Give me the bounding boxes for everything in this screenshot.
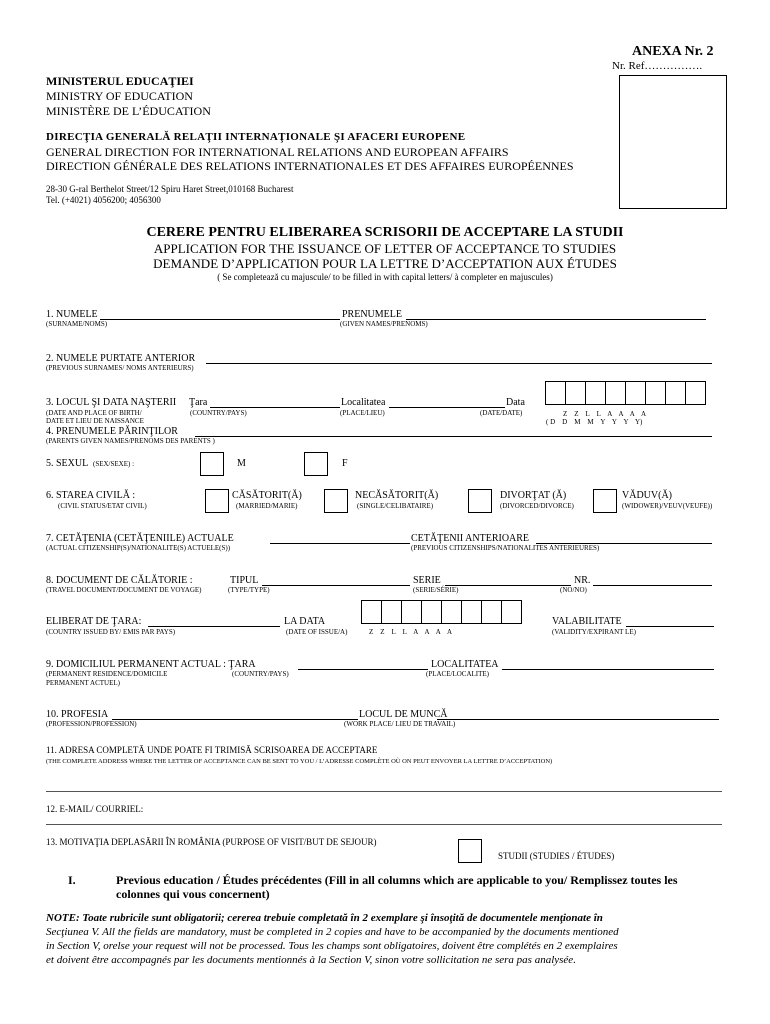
- workplace-field[interactable]: [437, 719, 719, 720]
- citizenship-label: 7. CETĂŢENIA (CETĂŢENIILE) ACTUALE: [46, 533, 234, 544]
- email-field[interactable]: [46, 824, 722, 825]
- issue-date-label: LA DATA: [284, 616, 326, 627]
- surname-sub: (SURNAME/NOMS): [46, 320, 108, 328]
- parents-field[interactable]: [195, 436, 712, 437]
- single-label: NECĂSĂTORIT(Ă): [355, 490, 439, 501]
- note-line1: NOTE: Toate rubricile sunt obligatorii; cererea trebuie completată în 2 exemplare şi însoţită de documentele menţionate în: [46, 912, 603, 924]
- sex-label: 5. SEXUL: [46, 458, 89, 469]
- residence-locality-field[interactable]: [502, 669, 714, 670]
- single-sub: (SINGLE/CELIBATAIRE): [357, 502, 434, 510]
- address-phone: Tel. (+4021) 4056200; 4056300: [46, 195, 161, 205]
- residence-sub-fr: PERMANENT ACTUEL): [46, 679, 120, 687]
- workplace-sub: (WORK PLACE/ LIEU DE TRAVAIL): [344, 720, 456, 728]
- document-type-field[interactable]: [262, 585, 410, 586]
- residence-locality-sub: (PLACE/LOCALITE): [426, 670, 489, 678]
- workplace-label: LOCUL DE MUNCĂ: [359, 709, 448, 720]
- direction-ro: DIRECŢIA GENERALĂ RELAŢII INTERNAŢIONALE ŞI AFACERI EUROPENE: [46, 131, 466, 143]
- single-checkbox[interactable]: [324, 489, 348, 513]
- photo-box[interactable]: [619, 75, 727, 209]
- ministry-en: MINISTRY OF EDUCATION: [46, 89, 193, 103]
- form-title-en: APPLICATION FOR THE ISSUANCE OF LETTER OF ACCEPTANCE TO STUDIES: [153, 241, 617, 256]
- form-title-ro: CERERE PENTRU ELIBERAREA SCRISORII DE ACCEPTARE LA STUDII: [146, 225, 624, 240]
- document-series-label: SERIE: [413, 575, 441, 586]
- sex-sub: (SEX/SEXE) :: [93, 460, 135, 468]
- profession-field[interactable]: [112, 719, 358, 720]
- birth-sub-fr: DATE ET LIEU DE NAISSANCE: [46, 417, 144, 425]
- citizenship-sub: (ACTUAL CITIZENSHIP(S)/NATIONALITE(S) ACTUELE(S)): [46, 544, 231, 552]
- mailing-address-sub: (THE COMPLETE ADDRESS WHERE THE LETTER OF ACCEPTANCE CAN BE SENT TO YOU / L’ADRESSE COMPLÈTE OÙ ON PEUT ENVOYER LA LETTRE D’ACCEPTATION): [46, 758, 553, 765]
- direction-en: GENERAL DIRECTION FOR INTERNATIONAL RELATIONS AND EUROPEAN AFFAIRS: [46, 145, 509, 159]
- document-series-field[interactable]: [445, 585, 571, 586]
- given-names-field[interactable]: [406, 319, 706, 320]
- document-series-sub: (SERIE/SÉRIE): [413, 586, 459, 594]
- birth-country-sub: (COUNTRY/PAYS): [190, 409, 247, 417]
- note-line4: et doivent être accompagnés par les documents mentionnés à la Section V, sinon votre sollicitation ne sera pas analysée.: [46, 954, 576, 966]
- document-number-label: NR.: [574, 575, 591, 586]
- given-names-sub: (GIVEN NAMES/PRENOMS): [340, 320, 428, 328]
- document-number-sub: (NO/NO): [560, 586, 587, 594]
- issue-date-format: Z Z L L A A A A: [369, 628, 453, 636]
- ministry-fr: MINISTÈRE DE L’ÉDUCATION: [46, 104, 211, 118]
- section-title-line1: Previous education / Études précédentes (Fill in all columns which are applicable to you/ Remplissez toutes les: [116, 873, 678, 887]
- birth-label: 3. LOCUL ŞI DATA NAŞTERII: [46, 397, 177, 408]
- document-number-field[interactable]: [593, 585, 712, 586]
- parents-label: 4. PRENUMELE PĂRINŢILOR: [46, 426, 178, 437]
- widowed-checkbox[interactable]: [593, 489, 617, 513]
- note-line3: in Section V, orelse your request will not be processed. Tous les champs sont obligatoires, doivent être complétés en 2 exemplaires: [46, 940, 618, 952]
- travel-document-sub: (TRAVEL DOCUMENT/DOCUMENT DE VOYAGE): [46, 586, 202, 594]
- residence-country-sub: (COUNTRY/PAYS): [232, 670, 289, 678]
- section-title-line2: colonnes qui vous concernent): [116, 887, 270, 901]
- ministry-ro: MINISTERUL EDUCAŢIEI: [46, 74, 194, 88]
- annex-title: ANEXA Nr. 2: [632, 44, 714, 59]
- validity-field[interactable]: [626, 626, 714, 627]
- birth-place-label: Localitatea: [341, 397, 386, 408]
- birth-date-format-en: ( D D M M Y Y Y Y): [546, 418, 643, 426]
- previous-citizenship-label: CETĂŢENII ANTERIOARE: [411, 533, 530, 544]
- civil-status-sub: (CIVIL STATUS/ETAT CIVIL): [58, 502, 147, 510]
- issued-country-field[interactable]: [148, 626, 280, 627]
- document-type-label: TIPUL: [230, 575, 259, 586]
- widowed-sub: (WIDOWER)/VEUV(VEUFE)): [622, 502, 713, 510]
- form-title-fr: DEMANDE D’APPLICATION POUR LA LETTRE D’ACCEPTATION AUX ÉTUDES: [153, 256, 617, 271]
- married-sub: (MARRIED/MARIE): [236, 502, 298, 510]
- document-type-sub: (TYPE/TYPE): [228, 586, 270, 594]
- divorced-label: DIVORŢAT (Ă): [500, 490, 567, 501]
- studies-checkbox[interactable]: [458, 839, 482, 863]
- surname-label: 1. NUMELE: [46, 309, 98, 320]
- previous-citizenship-sub: (PREVIOUS CITIZENSHIPS/NATIONALITES ANTERIEURES): [411, 544, 600, 552]
- travel-document-label: 8. DOCUMENT DE CĂLĂTORIE :: [46, 575, 193, 586]
- previous-surnames-label: 2. NUMELE PURTATE ANTERIOR: [46, 353, 196, 364]
- divorced-checkbox[interactable]: [468, 489, 492, 513]
- issued-country-sub: (COUNTRY ISSUED BY/ EMIS PAR PAYS): [46, 628, 176, 636]
- issue-date-boxes[interactable]: [361, 600, 521, 624]
- validity-sub: (VALIDITY/EXPIRANT LE): [552, 628, 636, 636]
- profession-label: 10. PROFESIA: [46, 709, 109, 720]
- birth-sub: (DATE AND PLACE OF BIRTH/: [46, 409, 142, 417]
- purpose-label: 13. MOTIVAŢIA DEPLASĂRII ÎN ROMÂNIA (PURPOSE OF VISIT/BUT DE SEJOUR): [46, 837, 377, 847]
- section-number: I.: [68, 873, 76, 887]
- citizenship-field[interactable]: [270, 543, 410, 544]
- birth-country-label: Ţara: [189, 397, 208, 408]
- mailing-address-field[interactable]: [46, 791, 722, 792]
- mailing-address-label: 11. ADRESA COMPLETĂ UNDE POATE FI TRIMISĂ SCRISOAREA DE ACCEPTARE: [46, 745, 378, 755]
- validity-label: VALABILITATE: [552, 616, 622, 627]
- email-label: 12. E-MAIL/ COURRIEL:: [46, 804, 144, 814]
- capital-letters-note: ( Se completează cu majuscule/ to be filled in with capital letters/ à completer en majuscules): [217, 272, 553, 282]
- previous-surnames-sub: (PREVIOUS SURNAMES/ NOMS ANTERIEURS): [46, 364, 194, 372]
- surname-field[interactable]: [100, 319, 340, 320]
- married-label: CĂSĂTORIT(Ă): [232, 490, 302, 501]
- birth-place-field[interactable]: [389, 407, 505, 408]
- divorced-sub: (DIVORCED/DIVORCE): [500, 502, 574, 510]
- address-line1: 28-30 G-ral Berthelot Street/12 Spiru Haret Street,010168 Bucharest: [46, 184, 294, 194]
- sex-m-checkbox[interactable]: [200, 452, 224, 476]
- birth-country-field[interactable]: [210, 407, 340, 408]
- previous-surnames-field[interactable]: [206, 363, 712, 364]
- birth-place-sub: (PLACE/LIEU): [340, 409, 385, 417]
- issue-date-sub: (DATE OF ISSUE/A): [286, 628, 348, 636]
- sex-f-checkbox[interactable]: [304, 452, 328, 476]
- reference-number: Nr. Ref…………….: [612, 60, 703, 72]
- direction-fr: DIRECTION GÉNÉRALE DES RELATIONS INTERNATIONALES ET DES AFFAIRES EUROPÉENNES: [46, 159, 574, 173]
- birth-date-format-ro: Z Z L L A A A A: [563, 410, 647, 418]
- married-checkbox[interactable]: [205, 489, 229, 513]
- birth-date-boxes[interactable]: [545, 381, 705, 405]
- studies-label: STUDII (STUDIES / ÉTUDES): [498, 851, 615, 861]
- residence-label: 9. DOMICILIUL PERMANENT ACTUAL : ŢARA: [46, 659, 256, 670]
- sex-f-label: F: [342, 458, 348, 469]
- residence-locality-label: LOCALITATEA: [431, 659, 499, 670]
- note-line2: Secţiunea V. All the fields are mandatory, must be completed in 2 copies and have to be accompanied by the documents mentioned: [46, 926, 619, 938]
- sex-m-label: M: [237, 458, 246, 469]
- civil-status-label: 6. STAREA CIVILĂ :: [46, 490, 136, 501]
- issued-country-label: ELIBERAT DE ŢARA:: [46, 616, 142, 627]
- birth-date-label: Data: [506, 397, 525, 408]
- given-names-label: PRENUMELE: [342, 309, 402, 320]
- profession-sub: (PROFESSION/PROFESSION): [46, 720, 137, 728]
- residence-sub: (PERMANENT RESIDENCE/DOMICILE: [46, 670, 168, 678]
- widowed-label: VĂDUV(Ă): [622, 490, 672, 501]
- birth-date-sub: (DATE/DATE): [480, 409, 523, 417]
- residence-country-field[interactable]: [298, 669, 428, 670]
- parents-sub: (PARENTS GIVEN NAMES/PRENOMS DES PARENTS ): [46, 437, 215, 445]
